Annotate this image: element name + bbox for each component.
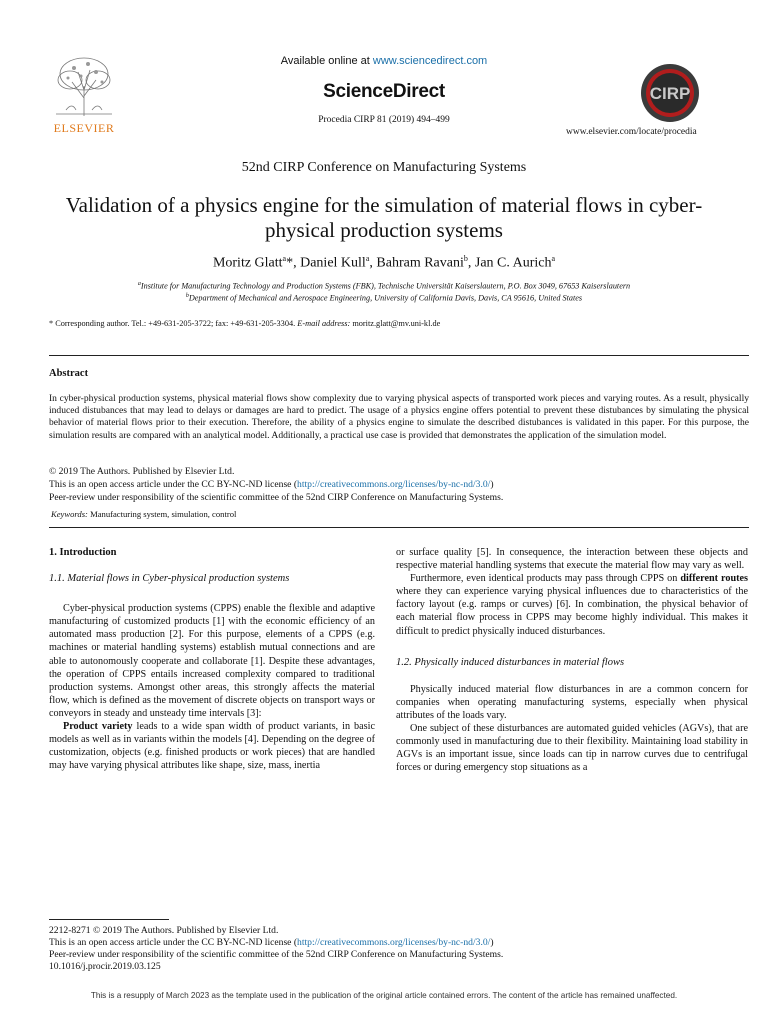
abstract-license — [49, 479, 494, 490]
paragraph-agv: One subject of these disturbances are automated guided vehicles (AGVs), that are commonly used in manufacturing due to their flexibility. Maintaining load stability in AGVs is an important issue, since loads can tip in narrow curves due to centrifugal forces or during emergency stop situations as a — [396, 723, 748, 774]
cirp-logo — [632, 62, 708, 124]
abstract-license-text: This is an open access article under the CC BY-NC-ND license ( — [49, 479, 298, 490]
sciencedirect-link[interactable]: www.sciencedirect.com — [372, 55, 488, 67]
footer-doi[interactable]: 10.1016/j.procir.2019.03.125 — [49, 961, 161, 972]
affiliation-a-sup: a — [137, 281, 141, 287]
elsevier-wordmark: ELSEVIER — [53, 121, 115, 135]
paragraph-cpps: Cyber-physical production systems (CPPS) enable the flexible and adaptive manufacturing of customized products [1] with the economic efficiency of an automated mass production [2]. For this purpose, elements of a CPPS (e.g. machines or material handling systems) establish mutual connections and are able to autonomously cooperate and collaborate [1]. Despite these advantages, the operation of CPPS entails increased complexity compared to traditional production systems. Amongst other areas, this strongly affects the material flow, which is defined as the movement of discrete objects on transport ways or conveyors in steady and unsteady time intervals [3]: — [49, 603, 375, 719]
footer-license — [49, 937, 494, 948]
sciencedirect-brand: ScienceDirect — [323, 81, 445, 102]
footer-license-text: This is an open access article under the CC BY-NC-ND license ( — [49, 937, 298, 948]
paragraph-different-routes — [396, 572, 748, 637]
available-online-label: Available online at — [280, 55, 373, 67]
paragraph-disturbances: Physically induced material flow disturbances in are a common concern for companies when operating manufacturing systems, especially when physical attributes of the loads vary. — [396, 683, 748, 721]
author-1: Moritz Glatt — [212, 255, 283, 271]
different-routes-bold: different routes — [680, 573, 748, 585]
divider-abstract — [49, 527, 749, 528]
footer-license-close: ) — [490, 937, 494, 948]
author-2: , Daniel Kull — [293, 255, 366, 271]
abstract-copyright: © 2019 The Authors. Published by Elsevier Ltd. — [49, 466, 235, 477]
affiliation-a-text: Institute for Manufacturing Technology and Production Systems (FBK), Technische Universität Kaiserslautern, P.O. Box 3049, 67653 Kaiserslautern — [140, 281, 631, 291]
different-routes-prefix: Furthermore, even identical products may pass through CPPS on — [410, 573, 681, 585]
footer-issn: 2212-8271 © 2019 The Authors. Published by Elsevier Ltd. — [49, 925, 279, 936]
authors — [0, 254, 768, 272]
section-heading-introduction: 1. Introduction — [49, 547, 117, 558]
divider-footer — [49, 919, 169, 920]
footer-license-link[interactable]: http://creativecommons.org/licenses/by-nc-nd/3.0/ — [297, 937, 491, 948]
different-routes-text: where they can experience varying physical influences due to characteristics of the factory layout (e.g. ramps or curves) [6]. In combination, the physical behavior of each material flow process in CPPS may become highly individual. This makes it difficult to predict physically induced disturbances. — [396, 586, 748, 637]
abstract-license-close: ) — [490, 479, 494, 490]
affiliation-b — [0, 293, 768, 303]
paragraph-product-variety — [49, 720, 375, 772]
keywords — [51, 509, 236, 519]
keywords-list: Manufacturing system, simulation, control — [87, 509, 237, 519]
journal-url[interactable]: www.elsevier.com/locate/procedia — [566, 127, 697, 137]
product-variety-text: leads to a wide span width of product variants, in basic models as well as in variants within the models [4]. Depending on the degree of customization, objects (e.g. finished products or work pieces) that are handled may have varying physical attributes like shape, size, mass, inertia — [49, 721, 375, 772]
left-column — [49, 546, 375, 772]
author-3-affil: b — [463, 254, 468, 263]
corresponding-label: * Corresponding author. Tel.: +49-631-205-3722; fax: +49-631-205-3304. — [49, 319, 296, 328]
affiliation-a — [0, 281, 768, 291]
resupply-notice: This is a resupply of March 2023 as the template used in the publication of the original article contained errors. The content of the article has remained unaffected. — [90, 991, 678, 1000]
author-4-affil: a — [551, 254, 556, 263]
affiliation-b-sup: b — [185, 293, 189, 299]
author-1-corresponding: * — [286, 255, 294, 271]
keywords-label: Keywords: — [51, 509, 88, 519]
corresponding-author — [49, 319, 440, 328]
paper-title: Validation of a physics engine for the simulation of material flows in cyber-physical production systems — [65, 193, 703, 242]
email-address[interactable]: moritz.glatt@mv.uni-kl.de — [352, 319, 441, 328]
subsection-heading-1-2: 1.2. Physically induced disturbances in material flows — [396, 656, 625, 668]
journal-reference: Procedia CIRP 81 (2019) 494–499 — [318, 115, 450, 125]
footer-peer-review: Peer-review under responsibility of the scientific committee of the 52nd CIRP Conference on Manufacturing Systems. — [49, 949, 504, 960]
product-variety-bold: Product variety — [63, 721, 133, 733]
svg-text:CIRP: CIRP — [649, 84, 691, 103]
abstract-license-link[interactable]: http://creativecommons.org/licenses/by-nc-nd/3.0/ — [297, 479, 491, 490]
author-3: , Bahram Ravani — [369, 255, 464, 271]
abstract-text: In cyber-physical production systems, physical material flows show complexity due to varying physical aspects of transported work pieces and varying routes. As a result, physically induced distubances that may lead to delays or damages are hard to predict. The usage of a physics engine offers potential to prevent these distubances by simulating the physical behavior of material flows prior to their execution. Therefore, the ability of a physics engine to simulate the described distubances is validated in this paper. For this purpose, the simulation results are compared with an analytical model. Additionally, a practical use case is provided that demonstrates the application of the simulation model. — [49, 393, 749, 441]
email-label: E-mail address: — [297, 319, 351, 328]
cirp-logo-icon — [632, 62, 708, 124]
author-1-affil: a — [282, 254, 287, 263]
abstract-peer-review: Peer-review under responsibility of the scientific committee of the 52nd CIRP Conference on Manufacturing Systems. — [49, 492, 504, 503]
subsection-heading-1-1: 1.1. Material flows in Cyber-physical production systems — [49, 573, 290, 585]
author-2-affil: a — [365, 254, 370, 263]
right-column — [396, 546, 748, 774]
paragraph-surface-quality: or surface quality [5]. In consequence, the interaction between these objects and respective material handling systems that execute the material flow may vary as well. — [396, 547, 748, 572]
abstract-heading: Abstract — [49, 368, 89, 379]
divider-top — [49, 355, 749, 356]
affiliation-b-text: Department of Mechanical and Aerospace Engineering, University of California Davis, Davis, CA 95616, United States — [188, 293, 583, 303]
conference-name: 52nd CIRP Conference on Manufacturing Systems — [241, 160, 527, 175]
author-4: , Jan C. Aurich — [467, 255, 552, 271]
